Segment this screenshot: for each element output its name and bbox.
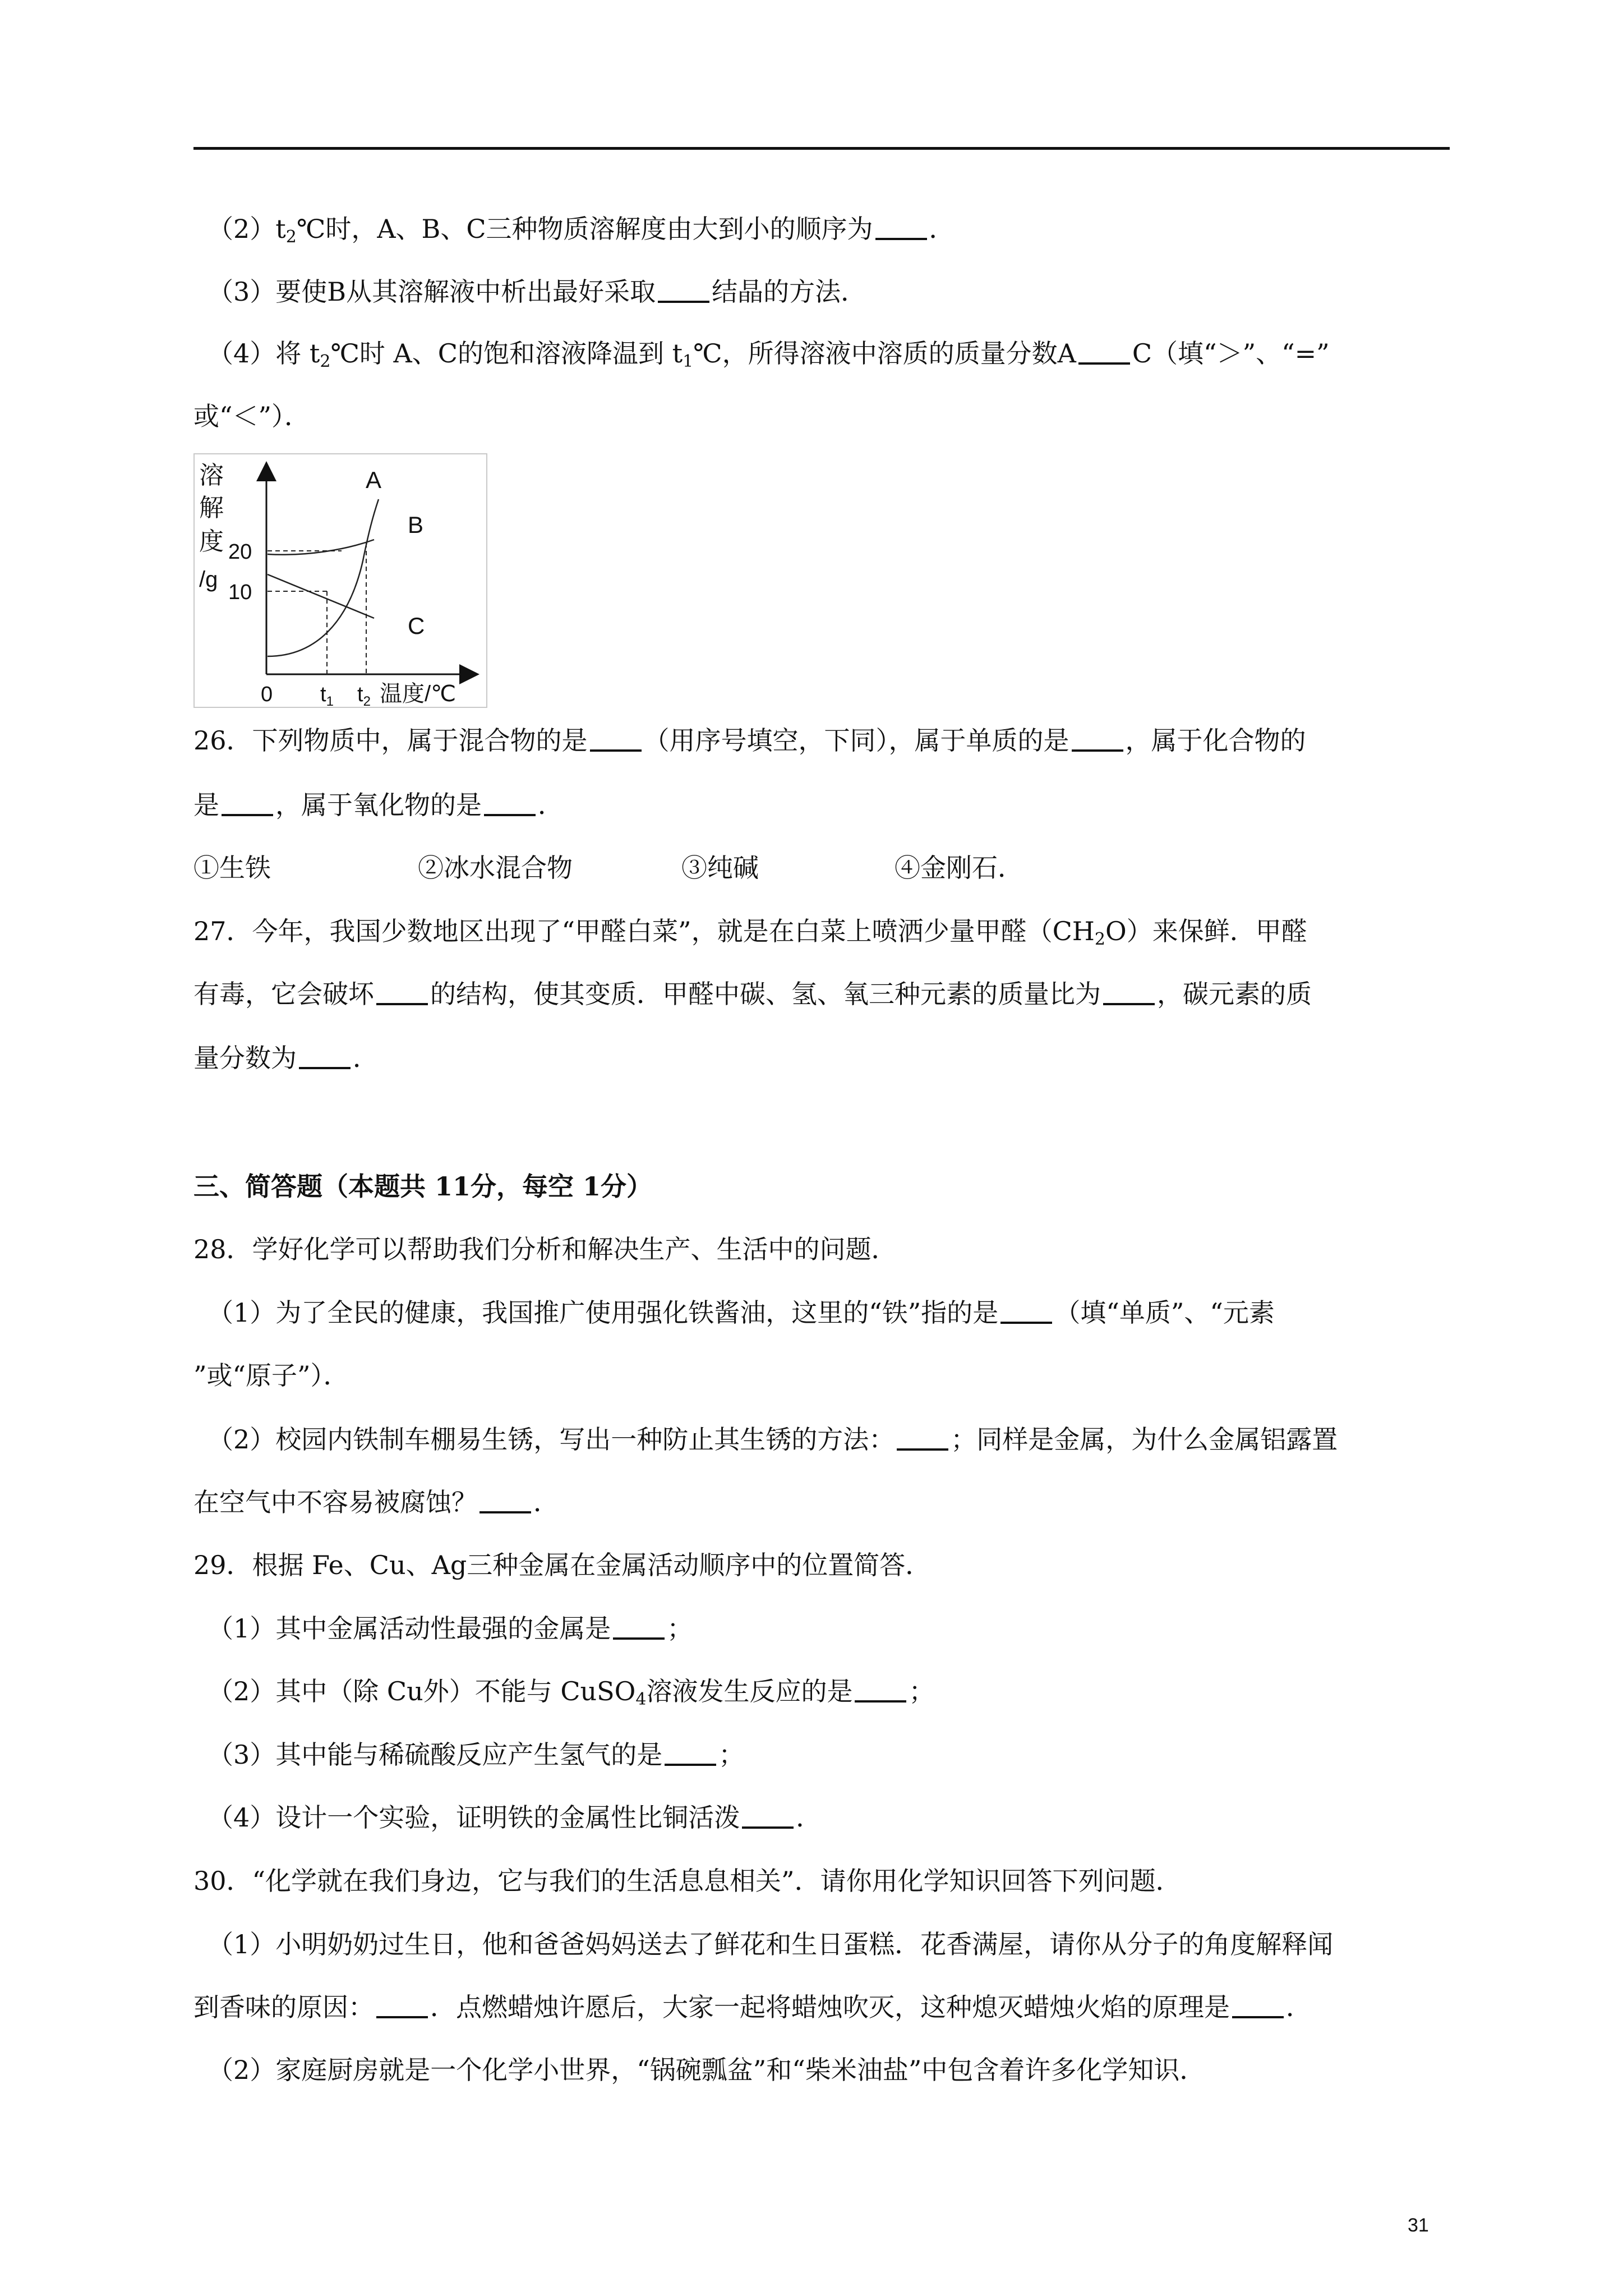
option-item: ④金刚石． xyxy=(895,853,1023,883)
q29-part1: （1）其中金属活动性最强的金属是 ； xyxy=(208,1613,693,1644)
q25-part4-cont: 或“＜”）． xyxy=(193,401,311,431)
q30-part2: （2）家庭厨房就是一个化学小世界，“锅碗瓢盆”和“柴米油盐”中包含着许多化学知识． xyxy=(208,2055,1206,2085)
answer-blank[interactable] xyxy=(742,1804,794,1829)
q27-line2: 有毒，它会破坏 的结构，使其变质．甲醛中碳、氢、氧三种元素的质量比为 ，碳元素的质 xyxy=(193,979,1312,1009)
q27-line1: 27．今年，我国少数地区出现了“甲醛白菜”，就是在白菜上喷洒少量甲醛$(CH_2O)$来保鲜．甲醛 xyxy=(193,916,1307,949)
answer-blank[interactable] xyxy=(1000,1299,1052,1324)
x-tick-label: $t_2$ xyxy=(357,683,371,707)
q29-part3: （3）其中能与稀硫酸反应产生氢气的是 ； xyxy=(208,1740,745,1770)
answer-blank[interactable] xyxy=(875,215,927,240)
answer-blank[interactable] xyxy=(658,278,709,303)
answer-blank[interactable] xyxy=(479,1489,531,1513)
q26-options xyxy=(193,851,1023,885)
option-item: ①生铁 xyxy=(193,853,271,883)
answer-blank[interactable] xyxy=(376,1994,428,2018)
q29-stem: 29．根据 Fe、Cu、Ag三种金属在金属活动顺序中的位置简答． xyxy=(193,1550,932,1580)
answer-blank[interactable] xyxy=(299,1045,351,1069)
q28-part1: （1）为了全民的健康，我国推广使用强化铁酱油，这里的“铁”指的是 （填“单质”、“元素 xyxy=(208,1297,1275,1328)
q25-part4: （4）将 $t_2℃$时 A、C的饱和溶液降温到 $t_1℃$，所得溶液中溶质的质量分数A C（填“＞”、“=” xyxy=(208,338,1330,371)
y-tick-label: 10 xyxy=(228,581,252,604)
q26-line2: 是 ，属于氧化物的是 ． xyxy=(193,790,564,820)
header-rule xyxy=(193,147,1450,150)
page-number: 31 xyxy=(1408,2215,1429,2236)
answer-blank[interactable] xyxy=(665,1741,716,1766)
answer-blank[interactable] xyxy=(613,1615,665,1640)
answer-blank[interactable] xyxy=(855,1678,906,1703)
q27-line3: 量分数为 ． xyxy=(193,1043,379,1073)
answer-blank[interactable] xyxy=(484,792,536,816)
curve-c xyxy=(268,574,374,618)
q25-part2: $(2)t_2℃$时，A、B、C三种物质溶解度由大到小的顺序为 ． xyxy=(208,214,955,247)
option-item: ③纯碱 xyxy=(681,853,759,883)
q28-part2-cont: 在空气中不容易被腐蚀？ ． xyxy=(193,1487,559,1517)
q26-line1: 26．下列物质中，属于混合物的是 （用序号填空，下同），属于单质的是 ，属于化合物的 xyxy=(193,725,1306,756)
q29-part4: （4）设计一个实验，证明铁的金属性比铜活泼 ． xyxy=(208,1802,822,1833)
origin-label: 0 xyxy=(261,683,273,706)
curve-label-a: A xyxy=(366,467,382,493)
q29-part2: （2）其中（除 Cu外）不能与 CuSO$_4$溶液发生反应的是 ； xyxy=(208,1676,935,1709)
section-heading: 三、简答题（本题共 11分，每空 1分） xyxy=(193,1171,653,1202)
y-label-char: 溶 xyxy=(199,462,224,489)
y-label-char: 度 xyxy=(199,528,224,555)
curve-a xyxy=(268,499,379,656)
answer-blank[interactable] xyxy=(1232,1994,1284,2018)
answer-blank[interactable] xyxy=(376,981,428,1005)
x-axis-label: 温度/℃ xyxy=(380,682,457,706)
q30-stem: 30．“化学就在我们身边，它与我们的生活息息相关”．请你用化学知识回答下列问题． xyxy=(193,1866,1182,1896)
q25-part3: （3）要使B从其溶解液中析出最好采取 结晶的方法． xyxy=(208,277,867,307)
answer-blank[interactable] xyxy=(1078,340,1130,365)
x-tick-label: $t_1$ xyxy=(320,683,334,707)
answer-blank[interactable] xyxy=(897,1426,948,1451)
answer-blank[interactable] xyxy=(1072,727,1123,752)
q30-part1-cont: 到香味的原因： ．点燃蜡烛许愿后，大家一起将蜡烛吹灭，这种熄灭蜡烛火焰的原理是 ． xyxy=(193,1992,1312,2022)
solubility-graph xyxy=(193,453,487,708)
q28-part1-cont: ”或“原子”）． xyxy=(193,1360,349,1391)
y-label-char: /g xyxy=(199,567,218,592)
y-label-char: 解 xyxy=(199,494,224,522)
answer-blank[interactable] xyxy=(1103,981,1155,1005)
option-item: ②冰水混合物 xyxy=(418,853,573,883)
answer-blank[interactable] xyxy=(590,727,642,752)
answer-blank[interactable] xyxy=(222,792,273,816)
curve-label-b: B xyxy=(408,512,424,538)
q28-stem: 28．学好化学可以帮助我们分析和解决生产、生活中的问题． xyxy=(193,1234,897,1264)
y-tick-label: 20 xyxy=(228,540,252,564)
curve-b xyxy=(268,540,374,555)
curve-label-c: C xyxy=(408,613,425,639)
q28-part2: （2）校园内铁制车棚易生锈，写出一种防止其生锈的方法： ；同样是金属，为什么金属铝露置 xyxy=(208,1424,1338,1455)
q30-part1: （1）小明奶奶过生日，他和爸爸妈妈送去了鲜花和生日蛋糕．花香满屋，请你从分子的角度解释闻 xyxy=(208,1929,1334,1959)
